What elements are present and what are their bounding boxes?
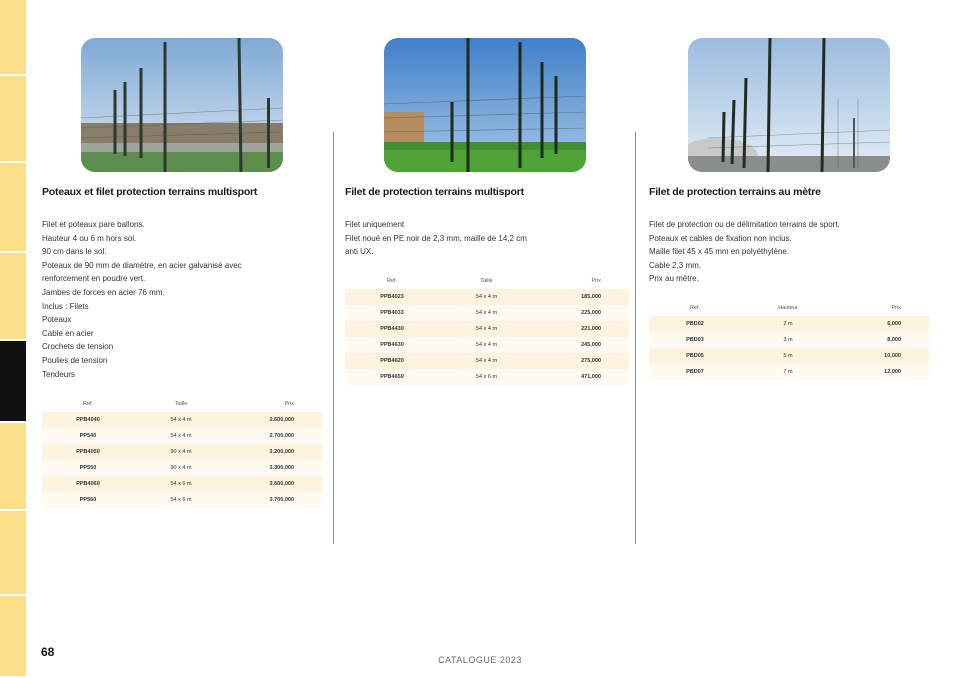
column-header-price: Prix [284,401,294,407]
table-row [649,348,929,364]
cell-ref: PPB4060 [42,476,134,492]
description-line: Inclus : Filets [42,301,89,311]
description-line: Poteaux de 90 mm de diamètre, en acier galvanisé avec [42,260,242,270]
cell-ref: PPB4033 [345,305,439,321]
cell-ref: PBD07 [649,364,741,380]
cell-price: 275,000 [534,353,629,369]
price-table [649,300,929,380]
section-tab[interactable] [0,423,26,511]
section-tab[interactable] [0,253,26,341]
cell-ref: PP540 [42,428,134,444]
description-line: Cable en acier [42,328,94,338]
table-row [345,305,629,321]
cell-price: 245,000 [534,337,629,353]
table-row [649,332,929,348]
section-tab-active[interactable] [0,341,26,423]
table-row [42,492,322,508]
page-number: 68 [41,645,55,659]
cell-price: 221,000 [534,321,629,337]
column-header-ref: Ref. [386,278,398,284]
cell-ref: PP550 [42,460,134,476]
cell-ref: PBD02 [649,316,741,332]
cell-ref: PPB4023 [345,289,439,305]
description-line: Hauteur 4 ou 6 m hors sol. [42,233,137,243]
section-tab[interactable] [0,76,26,163]
section-tab[interactable] [0,596,26,678]
cell-size: 54 x 4 m [439,305,534,321]
cell-price: 12,000 [835,364,929,380]
description-line: Jambes de forces en acier 76 mm. [42,287,165,297]
section-tab[interactable] [0,511,26,596]
cell-ref: PBD03 [649,332,741,348]
cell-size: 90 x 4 m [134,460,228,476]
table-row [345,337,629,353]
cell-size: 54 x 4 m [439,337,534,353]
cell-price: 471,000 [534,369,629,385]
section-tab[interactable] [0,163,26,253]
product-description [649,218,929,286]
description-line: 90 cm dans le sol. [42,247,107,257]
column-header-size: Taille [174,401,188,407]
cell-price: 2.700,000 [228,428,322,444]
product-description [42,218,322,381]
cell-price: 3.700,000 [228,492,322,508]
cell-ref: PPB4040 [42,412,134,428]
description-line: Filet uniquement [345,220,405,229]
cell-price: 185,000 [534,289,629,305]
cell-height: 3 m [741,332,835,348]
price-table [345,273,629,385]
description-line: Poulies de tension [42,355,108,365]
cell-price: 8,000 [835,332,929,348]
product-photo [81,38,283,172]
product-title: Filet de protection terrains multisport [345,186,524,198]
cell-size: 54 x 6 m [134,492,228,508]
description-line: Prix au mètre. [649,274,699,284]
cell-size: 54 x 6 m [439,369,534,385]
column-divider [635,132,636,544]
product-title: Filet de protection terrains au mètre [649,186,821,198]
catalogue-footer: CATALOGUE 2023 [438,655,522,665]
column-header-size: Taille [480,278,493,284]
product-photo [688,38,890,172]
cell-size: 54 x 4 m [439,321,534,337]
cell-ref: PPB4650 [345,369,439,385]
cell-height: 5 m [741,348,835,364]
cell-price: 3.200,000 [228,444,322,460]
table-row [649,316,929,332]
table-row [42,412,322,428]
cell-size: 54 x 6 m [134,476,228,492]
cell-size: 54 x 4 m [439,353,534,369]
description-line: anti UX. [345,247,374,257]
cell-height: 7 m [741,364,835,380]
cell-height: 2 m [741,316,835,332]
description-line: Maille filet 45 x 45 mm en polyéthylène. [649,247,790,257]
cell-ref: PPB4620 [345,353,439,369]
description-line: Filet de protection ou de délimitation terrains de sport. [649,220,840,229]
table-row [42,444,322,460]
cell-size: 54 x 4 m [134,412,228,428]
column-divider [333,132,334,544]
cell-ref: PPB4630 [345,337,439,353]
section-tab[interactable] [0,0,26,76]
product-description [345,218,625,259]
price-table [42,396,322,508]
cell-ref: PPB4430 [345,321,439,337]
product-title: Poteaux et filet protection terrains multisport [42,186,258,198]
description-line: Poteaux et cables de fixation non inclus. [649,233,792,243]
cell-price: 225,000 [534,305,629,321]
description-line: renforcement en poudre vert. [42,274,146,284]
description-line: Tendeurs [42,369,75,379]
cell-ref: PBD05 [649,348,741,364]
section-tabs [0,0,26,678]
cell-size: 54 x 4 m [134,428,228,444]
cell-size: 54 x 4 m [439,289,534,305]
table-row [42,476,322,492]
column-header-height: Hauteur [778,305,798,311]
table-row [345,289,629,305]
cell-ref: PPB4050 [42,444,134,460]
description-line: Crochets de tension [42,342,114,352]
table-row [42,460,322,476]
description-line: Poteaux [42,315,72,325]
table-row [345,369,629,385]
cell-ref: PP560 [42,492,134,508]
description-line: Filet et poteaux pare ballons. [42,220,145,229]
cell-price: 6,000 [835,316,929,332]
column-header-price: Prix [891,305,901,311]
column-header-price: Prix [591,278,601,284]
cell-price: 10,000 [835,348,929,364]
description-line: Cable 2,3 mm. [649,260,702,270]
column-header-ref: Ref. [82,401,94,407]
description-line: Filet noué en PE noir de 2,3 mm, maille de 14,2 cm [345,233,527,243]
cell-price: 3.300,000 [228,460,322,476]
column-header-ref: Ref. [689,305,701,311]
table-row [649,364,929,380]
cell-price: 3.600,000 [228,476,322,492]
table-row [345,353,629,369]
cell-size: 90 x 4 m [134,444,228,460]
product-photo [384,38,586,172]
table-row [345,321,629,337]
cell-price: 2.600,000 [228,412,322,428]
table-row [42,428,322,444]
